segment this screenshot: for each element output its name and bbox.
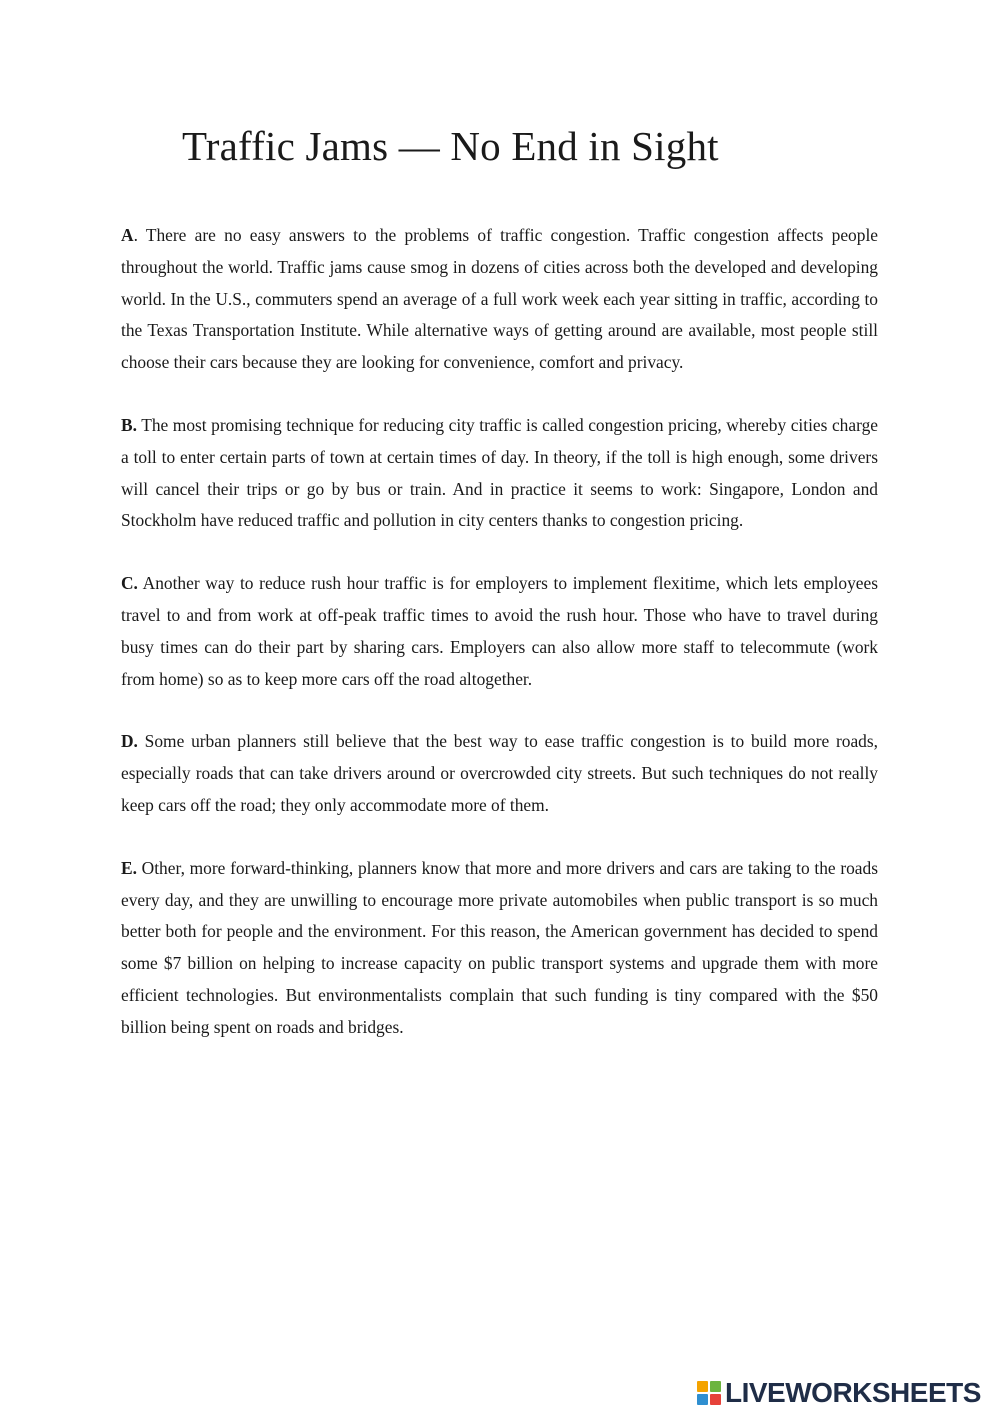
- paragraph-a: [121, 220, 878, 379]
- paragraph-e: [121, 853, 878, 1044]
- paragraph-c: [121, 568, 878, 695]
- document-title: Traffic Jams — No End in Sight: [182, 123, 719, 169]
- logo-text: LIVEWORKSHEETS: [725, 1377, 981, 1408]
- paragraph-text: The most promising technique for reducing city traffic is called congestion pricing, whereby cities charge a toll to enter certain parts of town at certain times of day. In theory, if the toll is high enough, some drivers will cancel their trips or go by bus or train. And in practice it seems to work: Singapore, London and Stockholm have reduced traffic and pollution in city centers thanks to congestion pricing.: [121, 414, 878, 531]
- liveworksheets-logo-icon: [697, 1381, 721, 1405]
- paragraph-d: [121, 726, 878, 821]
- paragraph-letter: B.: [121, 414, 137, 435]
- logo-square: [710, 1394, 721, 1405]
- paragraph-letter: E.: [121, 857, 137, 878]
- paragraph-text: Some urban planners still believe that the best way to ease traffic congestion is to build more roads, especially roads that can take drivers around or overcrowded city streets. But such techniques do not really keep cars off the road; they only accommodate more of them.: [121, 731, 878, 815]
- logo-square: [710, 1381, 721, 1392]
- document-body: [121, 220, 878, 1075]
- logo-square: [697, 1381, 708, 1392]
- paragraph-letter: A: [121, 225, 134, 245]
- logo-square: [697, 1394, 708, 1405]
- paragraph-letter: C.: [121, 573, 138, 594]
- paragraph-text: Other, more forward-thinking, planners know that more and more drivers and cars are taking to the roads every day, and they are unwilling to encourage more private automobiles when public transport is so much better both for people and the environment. For this reason, the American government has decided to spend some $7 billion on helping to increase capacity on public transport systems and upgrade them with more efficient technologies. But environmentalists complain that such funding is tiny compared with the $50 billion being spent on roads and bridges.: [121, 857, 878, 1037]
- paragraph-b: [121, 410, 878, 537]
- liveworksheets-logo[interactable]: [697, 1377, 981, 1409]
- paragraph-letter: D.: [121, 731, 138, 752]
- paragraph-text: . There are no easy answers to the problems of traffic congestion. Traffic congestion affects people throughout the world. Traffic jams cause smog in dozens of cities across both the developed and developing world. In the U.S., commuters spend an average of a full work week each year sitting in traffic, according to the Texas Transportation Institute. While alternative ways of getting around are available, most people still choose their cars because they are looking for convenience, comfort and privacy.: [121, 225, 878, 373]
- paragraph-text: Another way to reduce rush hour traffic is for employers to implement flexitime, which lets employees travel to and from work at off-peak traffic times to avoid the rush hour. Those who have to travel during busy times can do their part by sharing cars. Employers can also allow more staff to telecommute (work from home) so as to keep more cars off the road altogether.: [121, 573, 878, 689]
